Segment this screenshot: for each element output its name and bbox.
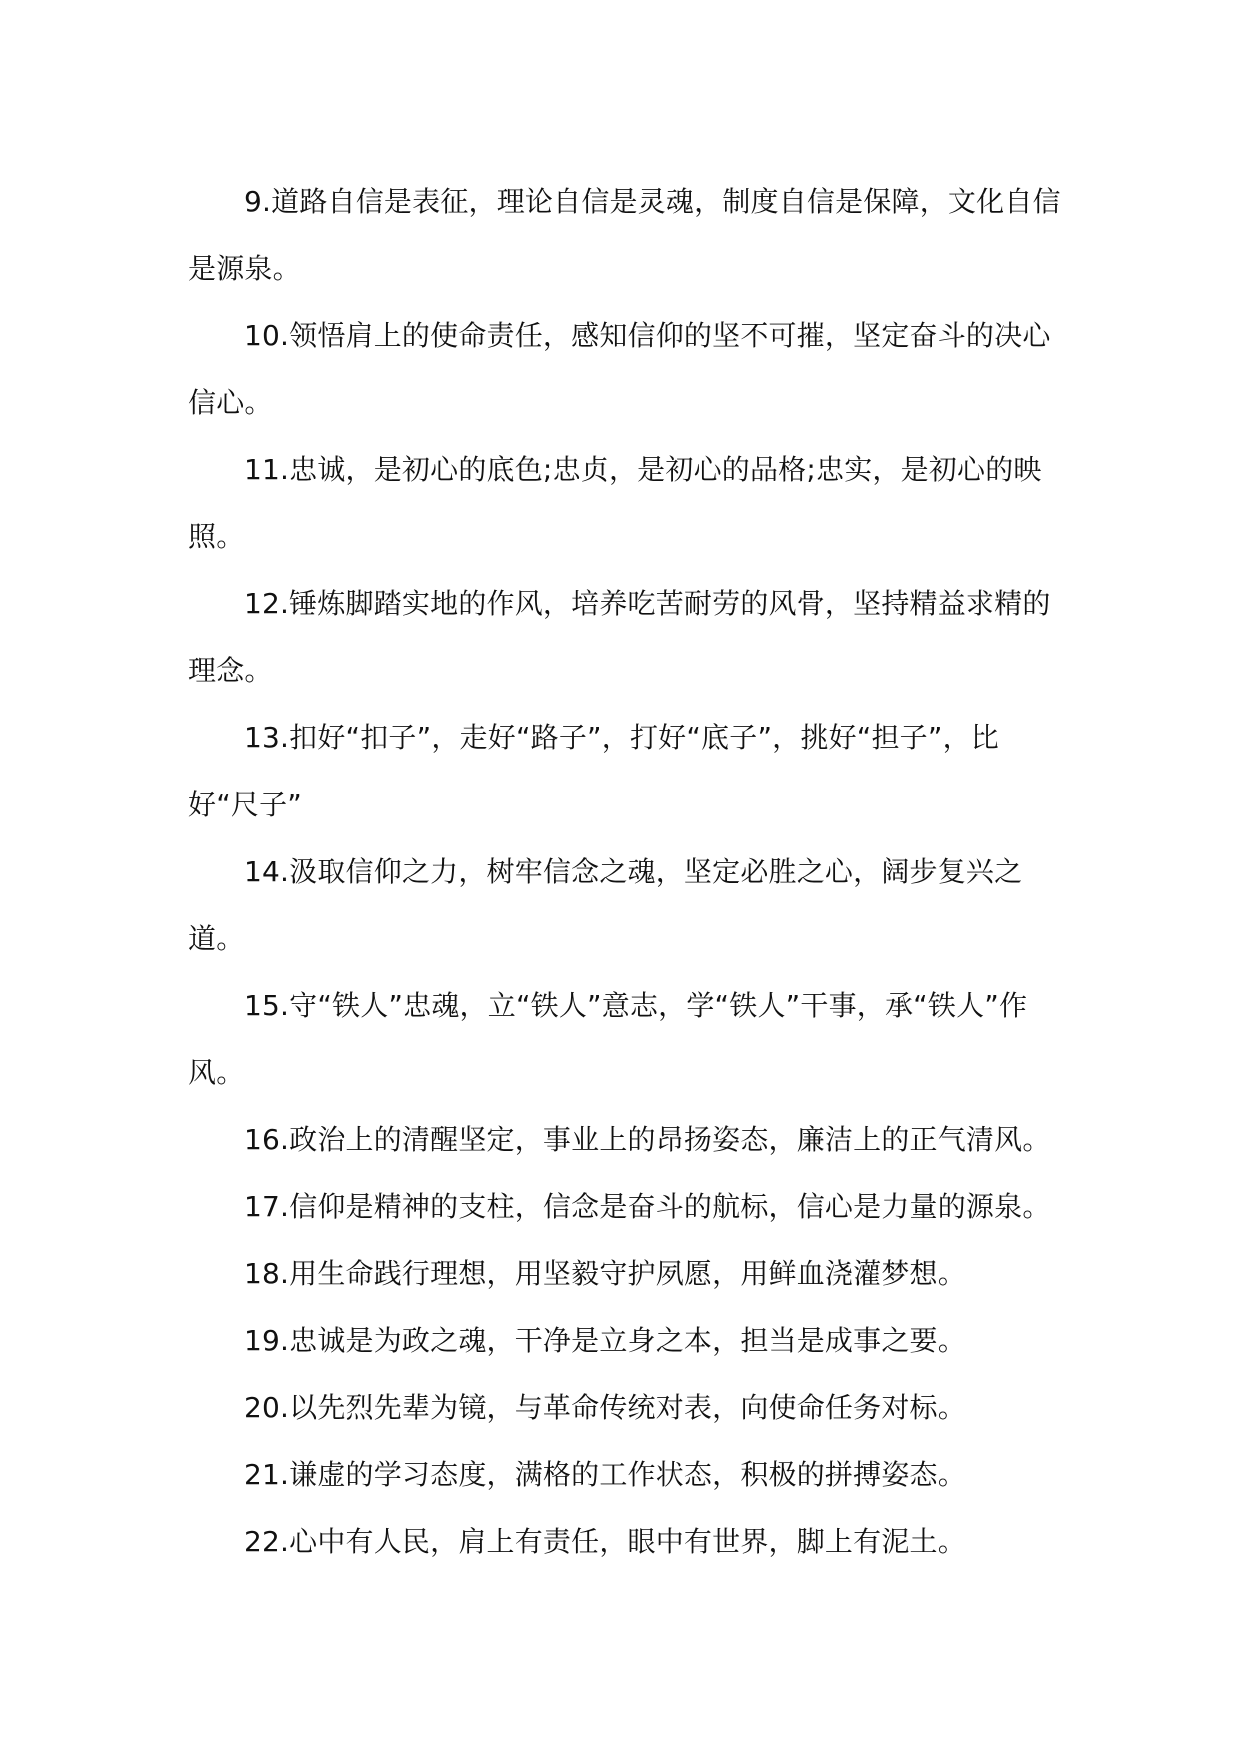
paragraph-20: 20.以先烈先辈为镜，与革命传统对表，向使命任务对标。: [244, 1391, 966, 1424]
paragraph-17: 17.信仰是精神的支柱，信念是奋斗的航标，信心是力量的源泉。: [244, 1190, 1051, 1223]
paragraph-10: 10.领悟肩上的使命责任，感知信仰的坚不可摧，坚定奋斗的决心信心。: [188, 319, 1051, 419]
paragraph-22: 22.心中有人民，肩上有责任，眼中有世界，脚上有泥土。: [244, 1525, 966, 1558]
paragraph-12: 12.锤炼脚踏实地的作风，培养吃苦耐劳的风骨，坚持精益求精的理念。: [188, 587, 1051, 687]
paragraph-15: 15.守“铁人”忠魂，立“铁人”意志，学“铁人”干事，承“铁人”作风。: [188, 989, 1028, 1089]
paragraph-11: 11.忠诚，是初心的底色;忠贞，是初心的品格;忠实，是初心的映照。: [188, 453, 1042, 553]
paragraph-18: 18.用生命践行理想，用坚毅守护夙愿，用鲜血浇灌梦想。: [244, 1257, 966, 1290]
paragraph-16: 16.政治上的清醒坚定，事业上的昂扬姿态，廉洁上的正气清风。: [244, 1123, 1051, 1156]
paragraph-14: 14.汲取信仰之力，树牢信念之魂，坚定必胜之心，阔步复兴之道。: [188, 855, 1023, 955]
paragraph-13: 13.扣好“扣子”，走好“路子”，打好“底子”，挑好“担子”，比好“尺子”: [188, 721, 999, 821]
document-body: [188, 168, 1070, 1575]
paragraph-21: 21.谦虚的学习态度，满格的工作状态，积极的拼搏姿态。: [244, 1458, 966, 1491]
paragraph-9: 9.道路自信是表征，理论自信是灵魂，制度自信是保障，文化自信是源泉。: [188, 185, 1061, 285]
paragraph-19: 19.忠诚是为政之魂，干净是立身之本，担当是成事之要。: [244, 1324, 966, 1357]
